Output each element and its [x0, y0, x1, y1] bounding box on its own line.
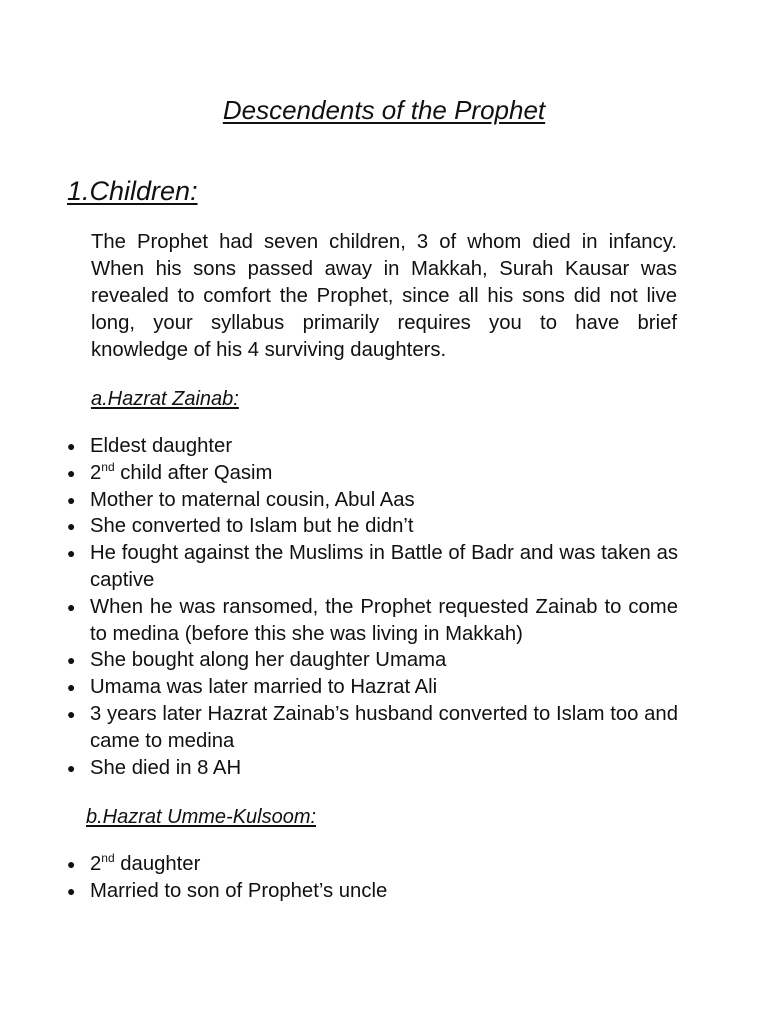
bullet-text: He fought against the Muslims in Battle of Badr and was taken as captive: [90, 542, 678, 591]
bullet-icon: ●: [67, 545, 76, 562]
bullet-icon: ●: [67, 598, 76, 615]
bullet-text-ordinal-number: 2: [90, 853, 102, 875]
bullet-icon: ●: [67, 518, 76, 535]
bullet-icon: ●: [67, 679, 76, 696]
bullet-text-ordinal-suffix: nd: [101, 851, 115, 866]
bullet-item: [67, 594, 678, 648]
bullet-text-ordinal-suffix: nd: [101, 460, 115, 475]
bullet-text: She bought along her daughter Umama: [90, 649, 447, 672]
bullet-text: Mother to maternal cousin, Abul Aas: [90, 488, 415, 511]
bullet-item: [67, 851, 678, 878]
bullet-icon: ●: [67, 491, 76, 508]
umme-kulsoom-bullet-list: [67, 851, 678, 905]
bullet-icon: ●: [67, 705, 76, 722]
bullet-icon: ●: [67, 438, 76, 454]
bullet-item: [67, 460, 678, 487]
bullet-text: She converted to Islam but he didn’t: [90, 515, 414, 538]
bullet-item: [67, 540, 678, 594]
bullet-text-ordinal-number: 2: [90, 461, 102, 484]
bullet-text: Umama was later married to Hazrat Ali: [90, 676, 438, 699]
bullet-icon: ●: [67, 759, 76, 776]
bullet-item: [67, 674, 678, 701]
bullet-text: She died in 8 AH: [90, 756, 242, 779]
bullet-icon: ●: [67, 464, 76, 481]
bullet-item: [67, 647, 678, 674]
bullet-icon: ●: [67, 882, 76, 899]
bullet-item: [67, 433, 678, 460]
bullet-text: Eldest daughter: [90, 435, 233, 457]
subheading-hazrat-umme-kulsoom: b.Hazrat Umme-Kulsoom:: [86, 806, 317, 828]
subheading-hazrat-zainab: a.Hazrat Zainab:: [91, 388, 239, 410]
section-heading-children: 1.Children:: [67, 176, 198, 206]
document-title: Descendents of the Prophet: [222, 95, 546, 125]
bullet-icon: ●: [67, 652, 76, 669]
bullet-item: [67, 487, 678, 514]
bullet-item: [67, 513, 678, 540]
bullet-text: daughter: [114, 853, 201, 875]
bullet-icon: ●: [67, 856, 76, 872]
bullet-text: Married to son of Prophet’s uncle: [90, 879, 388, 902]
intro-paragraph: The Prophet had seven children, 3 of whom died in infancy. When his sons passed away in Makkah, Surah Kausar was revealed to comfort the Prophet, since all his sons did not live long, your syllabus primarily requires you to have brief knowledge of his 4 surviving daughters.: [91, 231, 677, 361]
bullet-text: child after Qasim: [114, 461, 273, 484]
bullet-item: [67, 878, 678, 905]
bullet-text: 3 years later Hazrat Zainab’s husband converted to Islam too and came to medina: [90, 702, 678, 752]
zainab-bullet-list: [67, 433, 678, 781]
bullet-text: When he was ransomed, the Prophet requested Zainab to come to medina (before this she was living in Makkah): [90, 595, 678, 645]
bullet-item: [67, 755, 678, 782]
bullet-item: [67, 701, 678, 755]
